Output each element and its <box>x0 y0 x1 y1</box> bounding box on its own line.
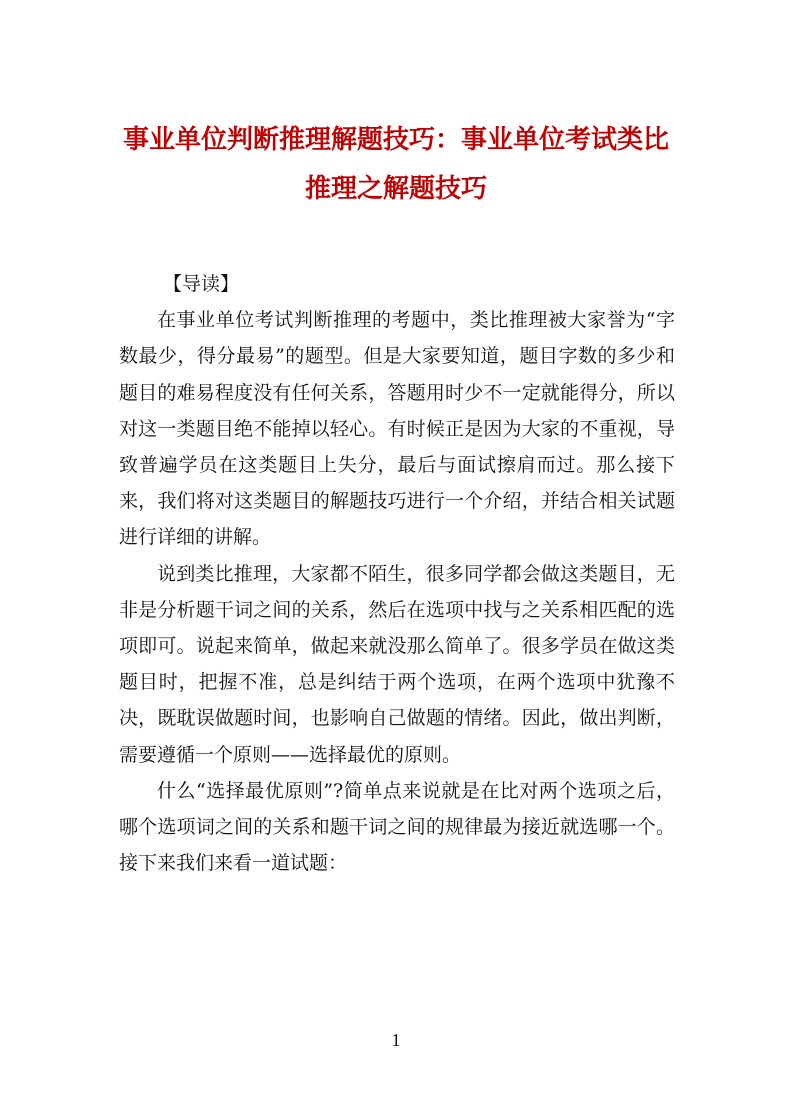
title-line-1: 事业单位判断推理解题技巧：事业单位考试类比 <box>122 125 669 155</box>
paragraph-analogy: 说到类比推理，大家都不陌生，很多同学都会做这类题目，无非是分析题干词之间的关系，然后在选项中找与之关系相匹配的选项即可。说起来简单，做起来就没那么简单了。很多学员在做这类题目时，把握不准，总是纠结于两个选项，在两个选项中犹豫不决，既耽误做题时间，也影响自己做题的情绪。因此，做出判断，需要遵循一个原则——选择最优的原则。 <box>119 562 675 766</box>
title-line-2: 推理之解题技巧 <box>304 174 487 204</box>
paragraph-intro: 在事业单位考试判断推理的考题中，类比推理被大家誉为“字数最少，得分最易”的题型。但是大家要知道，题目字数的多少和题目的难易程度没有任何关系，答题用时少不一定就能得分，所以对这一类题目绝不能掉以轻心。有时候正是因为大家的不重视，导致普遍学员在这类题目上失分，最后与面试擦肩而过。那么接下来，我们将对这类题目的解题技巧进行一个介绍，并结合相关试题进行详细的讲解。 <box>119 309 675 549</box>
paragraph-principle: 什么“选择最优原则”?简单点来说就是在比对两个选项之后，哪个选项词之间的关系和题干词之间的规律最为接近就选哪一个。接下来我们来看一道试题： <box>119 779 675 875</box>
page-number: 1 <box>391 1030 401 1050</box>
section-label: 【导读】 <box>163 273 240 295</box>
document-title <box>118 116 674 214</box>
document-body <box>119 266 675 881</box>
